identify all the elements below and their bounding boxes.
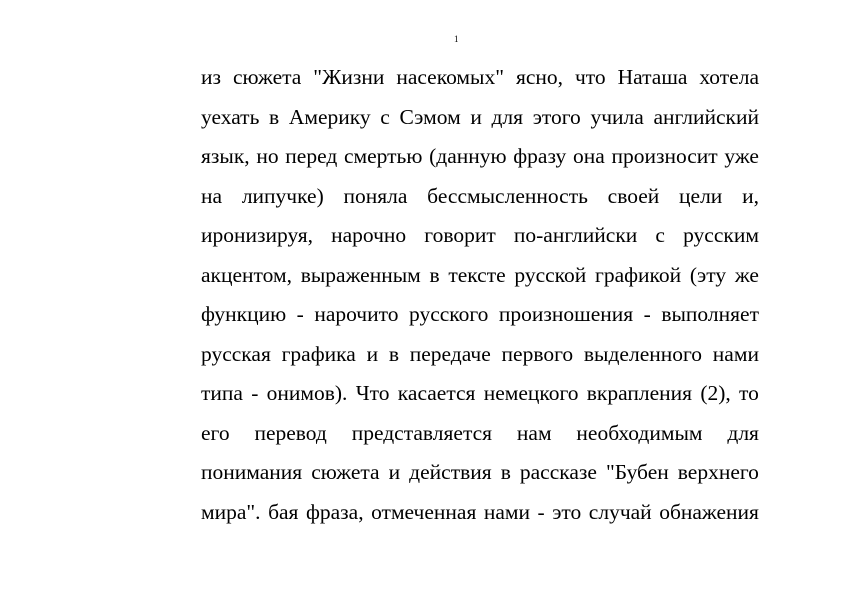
text-word: в [269,104,280,129]
text-word: - [643,302,651,326]
text-word: немецкого [483,381,579,405]
text-word: бая [268,499,299,524]
text-word: липучке) [241,183,324,208]
text-word: цели [679,183,723,208]
text-word: (данную [429,144,507,168]
text-word: обнажения [659,499,759,524]
text-line [201,98,759,138]
text-word: этого [532,104,581,129]
text-word: фразу [513,144,567,168]
text-word: выраженным [300,262,421,287]
text-word: английский [653,104,759,129]
text-word: нарочно [331,223,407,247]
text-word: онимов). [266,381,348,405]
text-word: представляется [351,420,493,445]
text-word: своей [607,183,660,208]
text-word: вкрапления [586,381,693,405]
text-word: сюжета [232,65,302,89]
text-word: же [734,262,759,287]
text-word: Америку [288,104,371,129]
text-word: "Бубен [605,460,669,484]
text-word: и, [742,183,759,208]
text-word: хотела [699,65,759,89]
text-word: функцию [201,302,287,326]
text-word: и [366,341,379,366]
text-word: с [655,223,665,247]
text-word: акцентом, [201,262,292,287]
text-word: что [574,65,606,89]
text-word: перед [285,144,338,168]
text-word: нами [712,341,759,366]
text-line [201,177,759,217]
text-word: типа [201,381,243,405]
text-word: графика [281,341,356,366]
text-word: Сэмом [399,104,461,129]
text-line [201,493,759,533]
text-word: русской [514,262,587,287]
text-word: говорит [424,223,496,247]
text-word: его [201,420,230,445]
text-word: произношения [498,302,634,326]
text-word: иронизируя, [201,223,313,247]
text-word: необходимым [576,420,703,445]
text-word: нарочито [314,302,399,326]
text-word: на [201,183,223,208]
text-word: - [251,381,259,405]
text-word: верхнего [677,460,759,484]
text-word: это [552,499,582,524]
text-line [201,374,759,414]
text-word: графикой [595,262,682,287]
text-line [201,58,759,98]
text-word: случай [588,499,652,524]
text-word: передаче [409,341,491,366]
text-word: но [256,144,279,168]
text-word: выделенного [583,341,703,366]
text-word: Наташа [617,65,688,89]
text-word: в [500,460,511,484]
text-word: нами [483,499,531,524]
text-line [201,295,759,335]
text-word: произносит [611,144,718,168]
text-word: поняла [343,183,408,208]
text-word: действия [409,460,492,484]
text-line [201,414,759,454]
text-word: понимания [201,460,303,484]
text-word: с [380,104,390,129]
text-line [201,216,759,256]
text-word: (эту [689,262,727,287]
text-line [201,137,759,177]
text-word: то [739,381,759,405]
text-word: перевод [254,420,327,445]
text-word: и [388,460,401,484]
text-word: она [572,144,605,168]
text-word: - [537,499,545,524]
text-line [201,256,759,296]
text-word: из [201,65,221,89]
text-line [201,453,759,493]
body-text [201,58,759,532]
text-word: (2), [700,381,731,405]
text-word: русским [683,223,759,247]
text-word: уже [724,144,759,168]
text-line [201,335,759,375]
text-word: и [470,104,482,129]
text-word: нам [516,420,552,445]
text-word: тексте [448,262,506,287]
text-word: язык, [201,144,250,168]
text-word: русская [201,341,271,366]
text-word: по-английски [513,223,638,247]
text-word: для [491,104,524,129]
text-word: насекомых" [396,65,504,89]
text-word: уехать [201,104,260,129]
text-word: "Жизни [313,65,385,89]
text-word: сюжета [311,460,380,484]
text-word: Что [355,381,390,405]
text-word: мира". [201,499,261,524]
text-word: выполняет [661,302,759,326]
text-word: рассказе [519,460,597,484]
text-word: первого [501,341,574,366]
text-word: фраза, [305,499,364,524]
text-word: отмеченная [371,499,477,524]
text-word: ясно, [515,65,564,89]
text-word: бессмысленность [427,183,588,208]
text-word: смертью [343,144,423,168]
text-word: в [429,262,440,287]
text-word: - [296,302,304,326]
text-word: для [727,420,759,445]
text-word: учила [590,104,644,129]
text-word: касается [397,381,476,405]
text-word: в [388,341,399,366]
page-number: 1 [454,34,459,44]
text-word: русского [408,302,489,326]
